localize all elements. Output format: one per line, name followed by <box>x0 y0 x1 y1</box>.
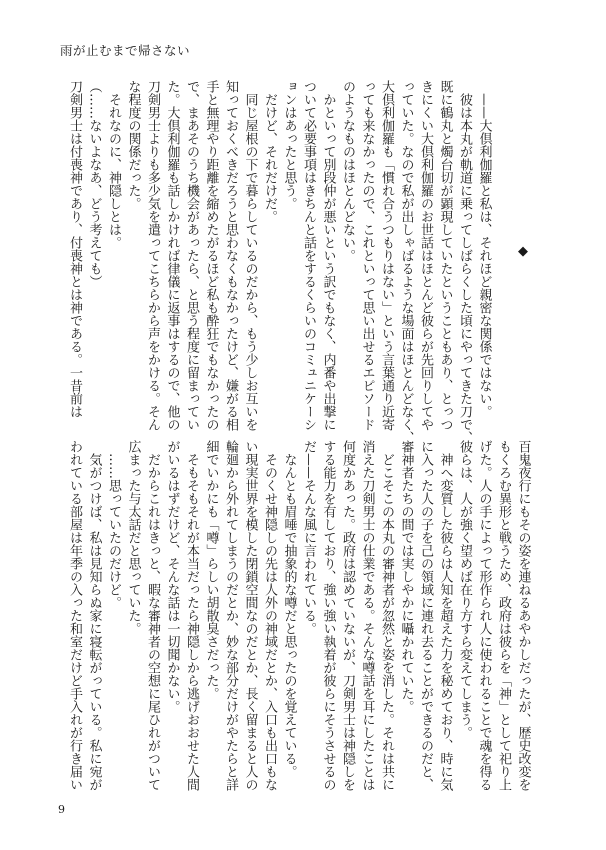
text-line: 手と無理やり距離を縮めたがるほど私も酔狂でもなかったの <box>203 80 219 431</box>
running-title: 雨が止むまで帰さない <box>60 43 191 58</box>
text-line: きにくい大倶利伽羅のお世話はほとんど彼らが先回りしてや <box>418 80 433 431</box>
text-line: のようなものはほとんどない。 <box>340 80 355 262</box>
text-line: かといって別段仲が悪いという訳でもなく、内番や出撃に <box>320 80 336 431</box>
text-line: ——大倶利伽羅と私は、それほど親密な関係ではない。 <box>476 80 492 418</box>
text-line: っていた。なので私が出しゃばるような場面はほとんどなく、 <box>398 80 414 444</box>
text-line: っても来なかったので、これといって思い出せるエピソード <box>359 80 375 431</box>
text-line: それなのに、神隠しとは。 <box>106 80 121 249</box>
section-break-diamond-icon: ◆ <box>518 244 528 259</box>
text-line: （……ないよなあ、どう考えても） <box>86 80 102 288</box>
text-line: 輪廻から外れてしまうのだとか、妙な部分だけがやたらと詳 <box>223 440 238 791</box>
text-line: そもそもそれが本当だったら神隠しから逃げおおせた人間 <box>184 440 199 791</box>
text-line: われている部屋は年季の入った和室だけど手入れが行き届い <box>67 440 82 791</box>
text-line: 既に鶴丸と燭台切が顕現していたということもあり、とっつ <box>437 80 453 431</box>
text-line: に入った人の子を己の領域に連れ去ることができるのだと、 <box>418 440 433 791</box>
text-line: する能力を有しており、強い強い執着が彼らにそうさせるの <box>320 440 336 791</box>
upper-text-tier <box>0 80 606 444</box>
text-line: ョンはあったと思う。 <box>281 80 297 210</box>
text-line: た。大倶利伽羅も話しかければ律儀に返事はするので、他の <box>164 80 180 431</box>
text-line: 消えた刀剣男士の仕業である。そんな噂話を耳にしたことは <box>359 440 375 791</box>
text-line: だ——そんな風に言われている。 <box>301 440 316 635</box>
text-line: どこそこの本丸の審神者が忽然と姿を消した。それは共に <box>379 440 394 791</box>
text-line: もくろむ異形と戦うため、政府は彼らを「神」として祀り上 <box>496 440 511 791</box>
text-line: い現実世界を模した閉鎖空間なのだとか、長く留まると人の <box>242 440 258 791</box>
text-line: 同じ屋根の下で暮らしているのだから、もう少しお互いを <box>242 80 258 431</box>
text-line: 気がつけば、私は見知らぬ家に寝転がっている。私に宛が <box>86 440 102 791</box>
text-line: だからこれはきっと、暇な審神者の空想に尾ひれがついて <box>145 440 160 791</box>
text-line: 広まった与太話だと思っていた。 <box>125 440 141 635</box>
text-line: 神へ変質した彼らは人知を超えた力を秘めており、時に気 <box>437 440 453 791</box>
text-line: 彼らは、人が強く望めば在り方すら変えてしまう。 <box>457 440 472 739</box>
text-line: で、まあそのうち機会があったら、と思う程度に留まってい <box>184 80 199 431</box>
text-line: 審神者たちの間では実しやかに囁かれていた。 <box>398 440 414 713</box>
text-line: な程度の関係だった。 <box>125 80 141 210</box>
text-line: がいるはずだけど、そんな話は一切聞かない。 <box>164 440 180 713</box>
text-line: そのくせ神隠しの先は人外の神域だとか、入口も出口もな <box>262 440 277 791</box>
text-line: ……思っていたのだけど。 <box>106 440 121 609</box>
text-line: 刀剣男士よりも多少気を遣ってこちらから声をかける。そん <box>145 80 160 431</box>
text-line: 知っておくべきだろうと思わなくもなかったけど、嫌がる相 <box>223 80 238 431</box>
text-line: なんとも眉唾で抽象的な噂だと思ったのを覚えている。 <box>281 440 297 778</box>
text-line: 百鬼夜行にもその姿を連ねるあやかしだったが、歴史改変を <box>515 440 531 791</box>
text-line: 大倶利伽羅も「慣れ合うつもりはない」という言葉通り近寄 <box>379 80 394 431</box>
page-number: 9 <box>58 803 65 816</box>
lower-text-tier <box>0 440 606 800</box>
text-line: 刀剣男士は付喪神であり、付喪神とは神である。一昔前は <box>67 80 82 418</box>
text-line: げた。人の手によって形作られ人に使われることで魂を得る <box>476 440 492 791</box>
text-line: 彼は本丸が軌道に乗ってしばらくした頃にやってきた刀で、 <box>457 80 472 444</box>
text-line: 細でいかにも「噂」らしい胡散臭さだった。 <box>203 440 219 700</box>
text-line: ついて必要事項はきちんと話をするくらいのコミュニケーシ <box>301 80 316 431</box>
text-line: だけど、それだけだ。 <box>262 80 277 223</box>
text-line: 何度かあった。政府は認めていないが、刀剣男士は神隠しを <box>340 440 355 791</box>
